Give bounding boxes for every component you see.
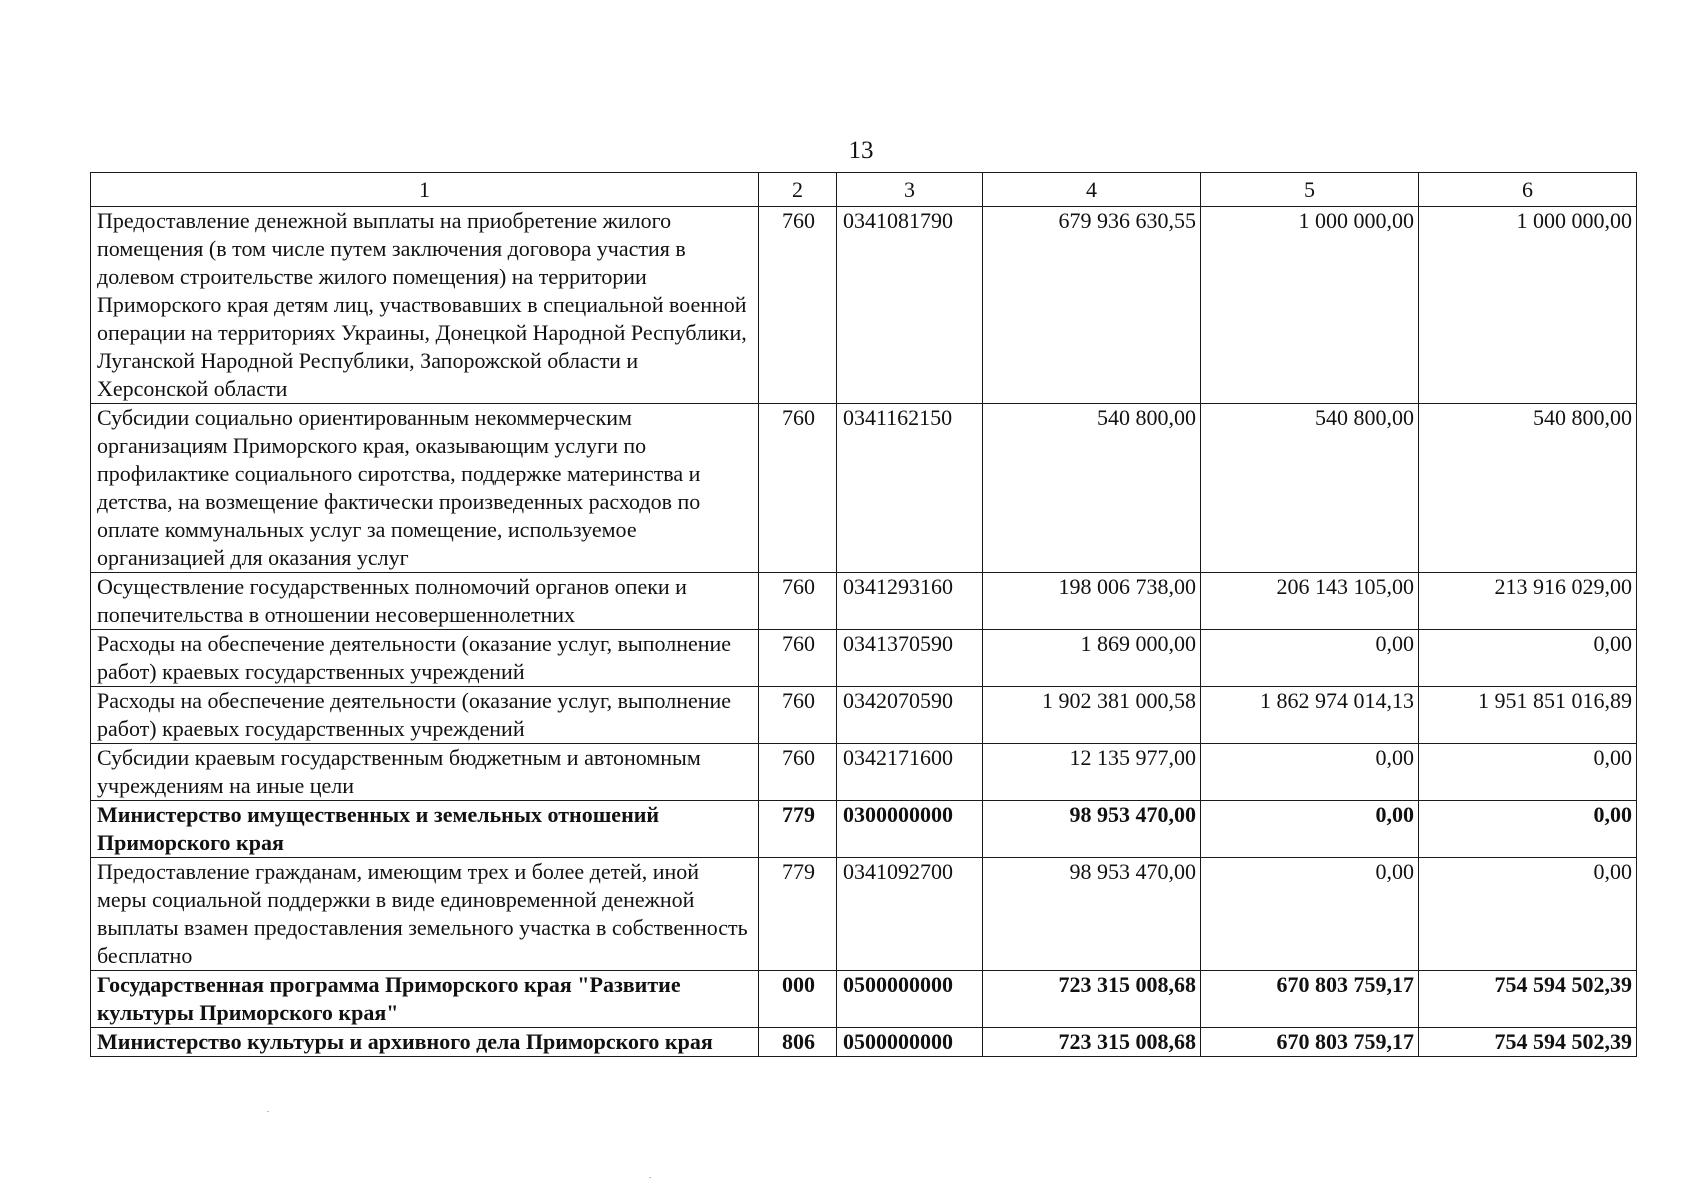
page-number: 13	[848, 137, 874, 164]
amount-col5: 206 143 105,00	[1201, 573, 1419, 630]
amount-col5: 0,00	[1201, 801, 1419, 858]
amount-col4: 12 135 977,00	[983, 744, 1201, 801]
expense-name: Субсидии социально ориентированным некоммерческим организациям Приморского края, оказывающим услуги по профилактике социального сиротства, поддержке материнства и детства, на возмещение фактически произведенных расходов по оплате коммунальных услуг за помещение, используемое организацией для оказания услуг	[91, 404, 759, 573]
grbs-code: 760	[759, 404, 837, 573]
grbs-code: 760	[759, 630, 837, 687]
target-code: 0341162150	[837, 404, 983, 573]
table-row	[91, 687, 1637, 744]
column-header: 4	[983, 173, 1201, 207]
amount-col6: 754 594 502,39	[1419, 971, 1637, 1028]
table-row-ministry	[91, 1028, 1637, 1057]
amount-col6: 540 800,00	[1419, 404, 1637, 573]
amount-col5: 540 800,00	[1201, 404, 1419, 573]
grbs-code: 760	[759, 573, 837, 630]
target-code: 0341293160	[837, 573, 983, 630]
grbs-code: 779	[759, 858, 837, 971]
table-row	[91, 630, 1637, 687]
scan-speck	[649, 1177, 651, 1178]
target-code: 0342171600	[837, 744, 983, 801]
column-header: 6	[1419, 173, 1637, 207]
scan-speck	[267, 1111, 269, 1112]
table-row	[91, 207, 1637, 404]
column-header: 5	[1201, 173, 1419, 207]
amount-col5: 1 862 974 014,13	[1201, 687, 1419, 744]
amount-col6: 0,00	[1419, 858, 1637, 971]
grbs-code: 760	[759, 687, 837, 744]
grbs-code: 806	[759, 1028, 837, 1057]
target-code: 0300000000	[837, 801, 983, 858]
amount-col6: 0,00	[1419, 744, 1637, 801]
amount-col5: 1 000 000,00	[1201, 207, 1419, 404]
table-row	[91, 573, 1637, 630]
table-header-row	[91, 173, 1637, 207]
amount-col5: 670 803 759,17	[1201, 1028, 1419, 1057]
grbs-code: 000	[759, 971, 837, 1028]
expense-name: Субсидии краевым государственным бюджетным и автономным учреждениям на иные цели	[91, 744, 759, 801]
amount-col5: 0,00	[1201, 744, 1419, 801]
grbs-code: 760	[759, 744, 837, 801]
amount-col4: 723 315 008,68	[983, 971, 1201, 1028]
expense-name: Министерство культуры и архивного дела Приморского края	[91, 1028, 759, 1057]
amount-col6: 1 951 851 016,89	[1419, 687, 1637, 744]
amount-col5: 0,00	[1201, 630, 1419, 687]
amount-col6: 0,00	[1419, 630, 1637, 687]
amount-col6: 0,00	[1419, 801, 1637, 858]
table-row-ministry	[91, 801, 1637, 858]
target-code: 0342070590	[837, 687, 983, 744]
amount-col4: 98 953 470,00	[983, 858, 1201, 971]
target-code: 0500000000	[837, 971, 983, 1028]
target-code: 0500000000	[837, 1028, 983, 1057]
target-code: 0341092700	[837, 858, 983, 971]
table-row-program	[91, 971, 1637, 1028]
table-row	[91, 858, 1637, 971]
amount-col4: 723 315 008,68	[983, 1028, 1201, 1057]
amount-col5: 0,00	[1201, 858, 1419, 971]
table-row	[91, 404, 1637, 573]
expense-name: Осуществление государственных полномочий органов опеки и попечительства в отношении несовершеннолетних	[91, 573, 759, 630]
amount-col4: 1 902 381 000,58	[983, 687, 1201, 744]
expense-name: Государственная программа Приморского края "Развитие культуры Приморского края"	[91, 971, 759, 1028]
amount-col4: 198 006 738,00	[983, 573, 1201, 630]
grbs-code: 779	[759, 801, 837, 858]
amount-col4: 1 869 000,00	[983, 630, 1201, 687]
budget-table	[90, 172, 1637, 1057]
target-code: 0341081790	[837, 207, 983, 404]
amount-col6: 754 594 502,39	[1419, 1028, 1637, 1057]
column-header: 2	[759, 173, 837, 207]
expense-name: Предоставление денежной выплаты на приобретение жилого помещения (в том числе путем заключения договора участия в долевом строительстве жилого помещения) на территории Приморского края детям лиц, участвовавших в специальной военной операции на территориях Украины, Донецкой Народной Республики, Луганской Народной Республики, Запорожской области и Херсонской области	[91, 207, 759, 404]
amount-col5: 670 803 759,17	[1201, 971, 1419, 1028]
amount-col6: 1 000 000,00	[1419, 207, 1637, 404]
amount-col4: 98 953 470,00	[983, 801, 1201, 858]
table-row	[91, 744, 1637, 801]
grbs-code: 760	[759, 207, 837, 404]
amount-col4: 679 936 630,55	[983, 207, 1201, 404]
expense-name: Предоставление гражданам, имеющим трех и более детей, иной меры социальной поддержки в виде единовременной денежной выплаты взамен предоставления земельного участка в собственность бесплатно	[91, 858, 759, 971]
expense-name: Министерство имущественных и земельных отношений Приморского края	[91, 801, 759, 858]
amount-col4: 540 800,00	[983, 404, 1201, 573]
expense-name: Расходы на обеспечение деятельности (оказание услуг, выполнение работ) краевых государственных учреждений	[91, 687, 759, 744]
target-code: 0341370590	[837, 630, 983, 687]
amount-col6: 213 916 029,00	[1419, 573, 1637, 630]
column-header: 1	[91, 173, 759, 207]
column-header: 3	[837, 173, 983, 207]
expense-name: Расходы на обеспечение деятельности (оказание услуг, выполнение работ) краевых государственных учреждений	[91, 630, 759, 687]
